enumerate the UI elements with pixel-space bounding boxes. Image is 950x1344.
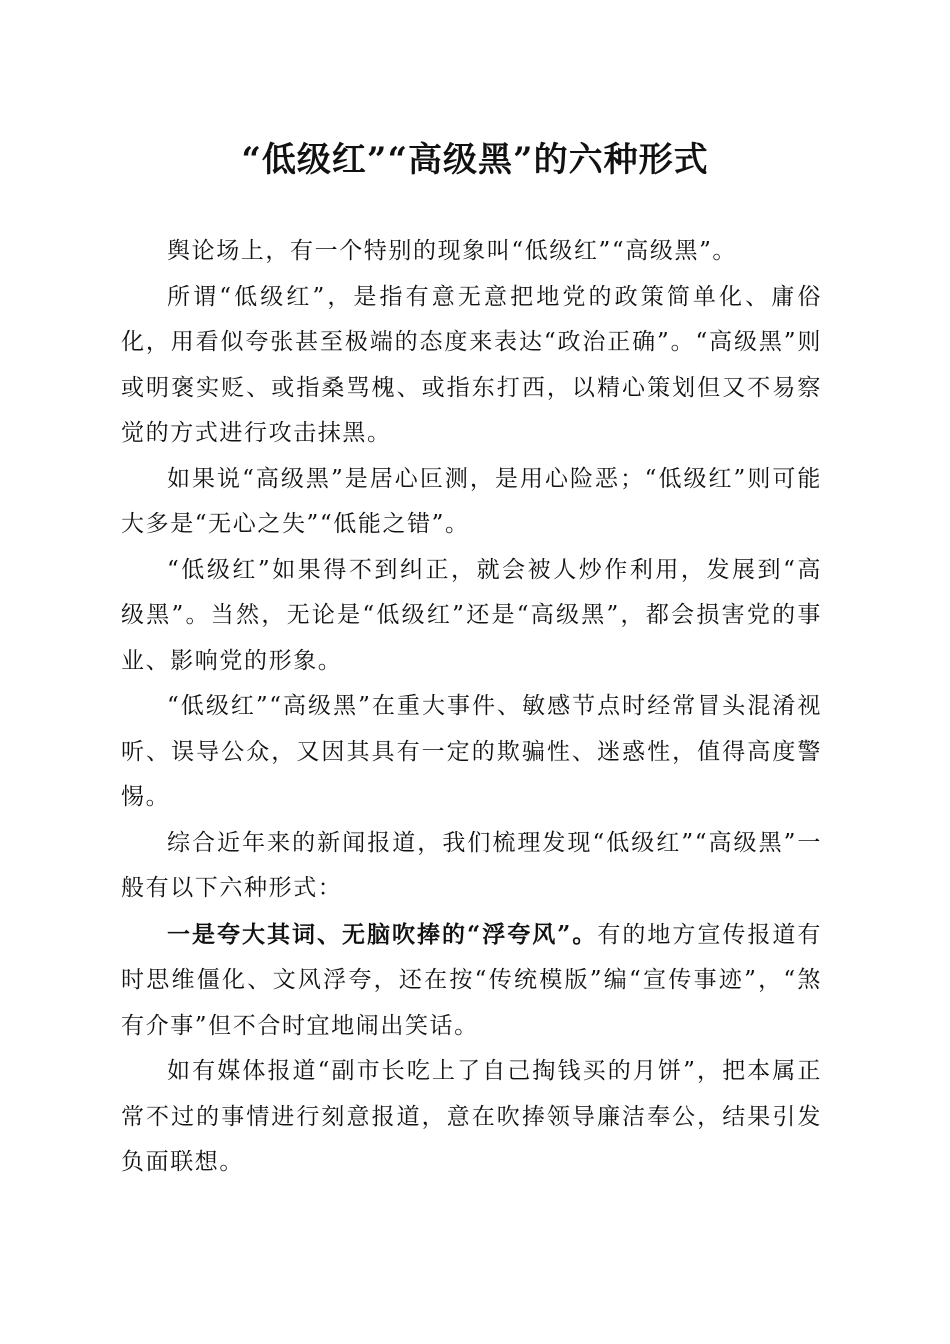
paragraph-text: 综合近年来的新闻报道，我们梳理发现“低级红”“高级黑”一般有以下六种形式：: [121, 829, 822, 901]
document-body: [121, 229, 822, 1186]
paragraph-text: 舆论场上，有一个特别的现象叫“低级红”“高级黑”。: [167, 238, 738, 264]
paragraph: [121, 684, 822, 821]
document-title: “低级红”“高级黑”的六种形式: [241, 140, 709, 180]
paragraph: [121, 229, 822, 275]
paragraph: [121, 275, 822, 457]
paragraph-text: 有的地方宣传报道有时思维僵化、文风浮夸，还在按“传统模版”编“宣传事迹”，“煞有介事”但不合时宜地闹出笑话。: [121, 921, 822, 1039]
paragraph-text: 如有媒体报道“副市长吃上了自己掏钱买的月饼”，把本属正常不过的事情进行刻意报道，意在吹捧领导廉洁奉公，结果引发负面联想。: [121, 1058, 822, 1175]
paragraph: [121, 821, 822, 912]
paragraph: [121, 548, 822, 685]
paragraph-text: 如果说“高级黑”是居心叵测，是用心险恶；“低级红”则可能大多是“无心之失”“低能之错”。: [121, 465, 822, 537]
paragraph-text: “低级红”如果得不到纠正，就会被人炒作利用，发展到“高级黑”。当然，无论是“低级红”还是“高级黑”，都会损害党的事业、影响党的形象。: [121, 556, 822, 674]
paragraph-text: 所谓“低级红”，是指有意无意把地党的政策简单化、庸俗化，用看似夸张甚至极端的态度来表达“政治正确”。“高级黑”则或明褒实贬、或指桑骂槐、或指东打西，以精心策划但又不易察觉的方式进行攻击抹黑。: [121, 283, 822, 446]
paragraph: [121, 457, 822, 548]
paragraph-text: “低级红”“高级黑”在重大事件、敏感节点时经常冒头混淆视听、误导公众，又因其具有一定的欺骗性、迷惑性，值得高度警惕。: [121, 693, 822, 810]
paragraph-lead-bold: 一是夸大其词、无脑吹捧的“浮夸风”。: [167, 920, 598, 948]
paragraph: [121, 912, 822, 1050]
paragraph: [121, 1049, 822, 1186]
